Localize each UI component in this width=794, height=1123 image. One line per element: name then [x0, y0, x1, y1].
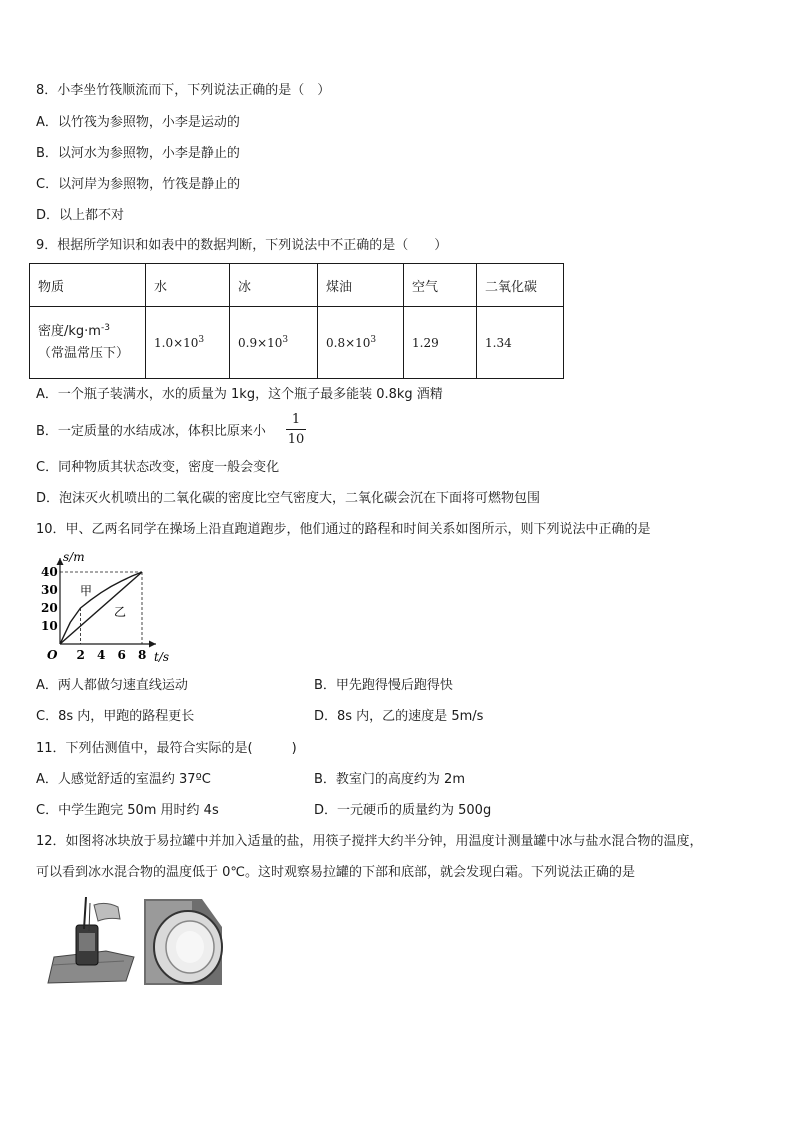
q12-stem-line1: 12．如图将冰块放于易拉罐中并加入适量的盐，用筷子搅拌大约半分钟，用温度计测量罐中冰与盐水混合物的温度，	[36, 834, 703, 849]
density-value-cell: $0.8\times 10^3$	[318, 307, 404, 379]
density-label-cell	[30, 307, 146, 379]
series-label-yi: 乙	[114, 605, 127, 619]
q9-option-a: A．一个瓶子装满水，水的质量为 1kg，这个瓶子最多能装 0.8kg 酒精	[36, 387, 443, 402]
density-value-cell: 1.29	[404, 307, 477, 379]
x-tick-label: 4	[97, 648, 106, 662]
table-header-cell: 煤油	[318, 264, 404, 307]
density-label-text: 密度/kg·m	[38, 323, 101, 339]
q9-stem: 9．根据所学知识和如表中的数据判断，下列说法中不正确的是（ ）	[36, 238, 448, 253]
x-tick-label: 6	[117, 648, 126, 662]
can-bottom-frost-photo	[142, 897, 226, 987]
density-value-cell: $0.9\times 10^3$	[230, 307, 318, 379]
density-label-exponent: -3	[100, 322, 110, 333]
density-label-condition: （常温常压下）	[38, 345, 130, 361]
q11-option-d: D．一元硬币的质量约为 500g	[314, 803, 492, 818]
q8-option-a: A．以竹筏为参照物，小李是运动的	[36, 115, 240, 130]
can-thermometer-photo	[46, 895, 136, 985]
table-header-cell: 二氧化碳	[477, 264, 564, 307]
q8-option-b: B．以河水为参照物，小李是静止的	[36, 146, 240, 161]
y-tick-label: 30	[41, 583, 58, 597]
q10-option-d: D．8s 内，乙的速度是 5m/s	[314, 709, 484, 724]
distance-time-chart	[36, 546, 186, 670]
density-value-cell: 1.34	[477, 307, 564, 379]
table-header-cell: 水	[146, 264, 230, 307]
fraction-numerator: 1	[291, 412, 301, 427]
q11-stem: 11．下列估测值中，最符合实际的是( )	[36, 741, 297, 756]
q8-option-d: D．以上都不对	[36, 208, 125, 223]
q8-option-c: C．以河岸为参照物，竹筏是静止的	[36, 177, 241, 192]
x-tick-label: 2	[76, 648, 85, 662]
table-header-cell: 冰	[230, 264, 318, 307]
table-header-cell: 空气	[404, 264, 477, 307]
fraction-denominator: 10	[287, 432, 305, 447]
density-table	[29, 263, 564, 379]
x-axis-label: t/s	[154, 650, 170, 664]
series-label-jia: 甲	[80, 584, 93, 598]
density-value-cell: $1.0\times 10^3$	[146, 307, 230, 379]
table-header-cell: 物质	[30, 264, 146, 307]
q9-option-b: B．一定质量的水结成冰，体积比原来小	[36, 424, 266, 439]
y-axis-label: s/m	[63, 550, 85, 564]
q10-stem: 10．甲、乙两名同学在操场上沿直跑道跑步，他们通过的路程和时间关系如图所示，则下列说法中正确的是	[36, 522, 651, 537]
q9-option-d: D．泡沫灭火机喷出的二氧化碳的密度比空气密度大，二氧化碳会沉在下面将可燃物包围	[36, 491, 541, 506]
q11-option-c: C．中学生跑完 50m 用时约 4s	[36, 803, 219, 818]
q8-stem: 8．小李坐竹筏顺流而下，下列说法正确的是（ ）	[36, 83, 331, 98]
x-tick-label: 8	[138, 648, 147, 662]
y-tick-label: 20	[41, 601, 58, 615]
q11-option-b: B．教室门的高度约为 2m	[314, 772, 465, 787]
series-line-yi	[60, 572, 142, 644]
table-header-row	[30, 264, 564, 307]
q10-option-a: A．两人都做匀速直线运动	[36, 678, 188, 693]
q10-option-b: B．甲先跑得慢后跑得快	[314, 678, 453, 693]
q12-stem-line2: 可以看到冰水混合物的温度低于 0℃。这时观察易拉罐的下部和底部，就会发现白霜。下列说法正确的是	[36, 865, 636, 880]
fraction-bar	[286, 429, 306, 430]
y-tick-label: 40	[41, 565, 58, 579]
origin-label: O	[47, 648, 58, 662]
table-row	[30, 307, 564, 379]
fraction-one-tenth	[286, 411, 306, 448]
q9-option-c: C．同种物质其状态改变，密度一般会变化	[36, 460, 280, 475]
y-tick-label: 10	[41, 619, 58, 633]
q10-option-c: C．8s 内，甲跑的路程更长	[36, 709, 195, 724]
q11-option-a: A．人感觉舒适的室温约 37ºC	[36, 772, 211, 787]
